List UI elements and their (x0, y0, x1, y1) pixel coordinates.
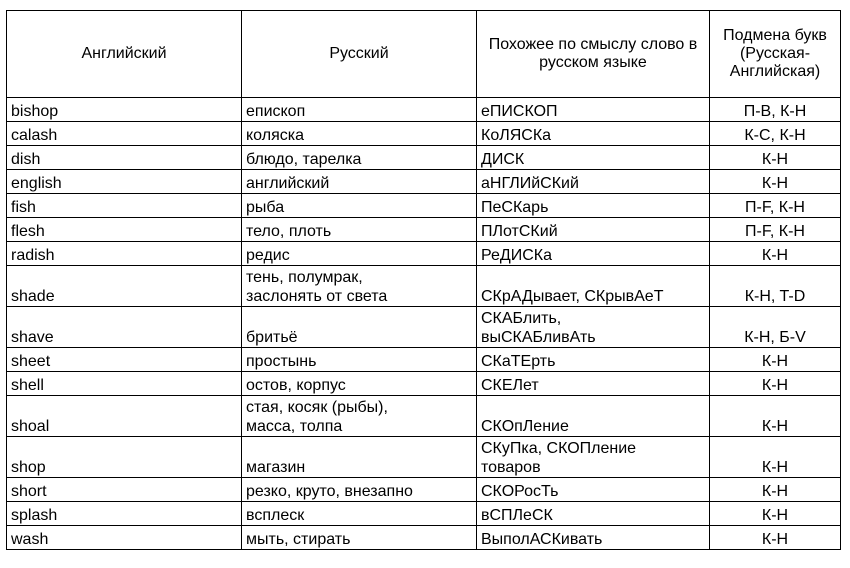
word-comparison-table (6, 10, 841, 550)
table-row (7, 266, 841, 307)
cell-letter-substitution: К-H (710, 478, 841, 502)
cell-letter-substitution: К-H (710, 437, 841, 478)
table-row (7, 502, 841, 526)
cell-english: english (7, 170, 242, 194)
header-letter-substitution: Подмена букв (Русская-Английская) (710, 11, 841, 98)
table-row (7, 372, 841, 396)
table-row (7, 526, 841, 550)
header-russian: Русский (242, 11, 477, 98)
cell-english: flesh (7, 218, 242, 242)
cell-english: splash (7, 502, 242, 526)
cell-english: bishop (7, 98, 242, 122)
table-row (7, 396, 841, 437)
cell-similar-word: СКуПка, СКОПление товаров (477, 437, 710, 478)
table-row (7, 194, 841, 218)
cell-russian: магазин (242, 437, 477, 478)
cell-letter-substitution: К-H (710, 170, 841, 194)
cell-english: sheet (7, 348, 242, 372)
cell-letter-substitution: К-H (710, 242, 841, 266)
cell-similar-word: КоЛЯСКа (477, 122, 710, 146)
table-row (7, 146, 841, 170)
cell-russian: тень, полумрак, заслонять от света (242, 266, 477, 307)
cell-russian: резко, круто, внезапно (242, 478, 477, 502)
cell-letter-substitution: П-B, К-H (710, 98, 841, 122)
cell-english: wash (7, 526, 242, 550)
cell-letter-substitution: К-H (710, 396, 841, 437)
cell-russian: бритьё (242, 307, 477, 348)
cell-similar-word: ПеСКарь (477, 194, 710, 218)
table-row (7, 348, 841, 372)
table-body (7, 98, 841, 550)
cell-similar-word: РеДИСКа (477, 242, 710, 266)
cell-russian: блюдо, тарелка (242, 146, 477, 170)
cell-similar-word: вСПЛеСК (477, 502, 710, 526)
table-row (7, 98, 841, 122)
cell-letter-substitution: К-H, T-D (710, 266, 841, 307)
cell-similar-word: СКрАДывает, СКрывАеТ (477, 266, 710, 307)
table-row (7, 170, 841, 194)
cell-russian: рыба (242, 194, 477, 218)
cell-russian: мыть, стирать (242, 526, 477, 550)
table-row (7, 307, 841, 348)
cell-similar-word: ПЛотСКий (477, 218, 710, 242)
cell-english: radish (7, 242, 242, 266)
cell-english: shade (7, 266, 242, 307)
table-row (7, 242, 841, 266)
cell-letter-substitution: К-H (710, 526, 841, 550)
table-header-row (7, 11, 841, 98)
table-row (7, 478, 841, 502)
table-row (7, 437, 841, 478)
table-row (7, 218, 841, 242)
cell-similar-word: ДИСК (477, 146, 710, 170)
cell-letter-substitution: К-C, К-H (710, 122, 841, 146)
cell-english: fish (7, 194, 242, 218)
cell-similar-word: СКАБлить, выСКАБливАть (477, 307, 710, 348)
cell-letter-substitution: К-H (710, 348, 841, 372)
cell-russian: редис (242, 242, 477, 266)
cell-russian: тело, плоть (242, 218, 477, 242)
cell-russian: коляска (242, 122, 477, 146)
cell-letter-substitution: П-F, К-H (710, 194, 841, 218)
cell-similar-word: СКОРосТь (477, 478, 710, 502)
cell-similar-word: еПИСКОП (477, 98, 710, 122)
cell-english: shave (7, 307, 242, 348)
cell-letter-substitution: П-F, К-H (710, 218, 841, 242)
cell-similar-word: СКЕЛет (477, 372, 710, 396)
cell-letter-substitution: К-H, Б-V (710, 307, 841, 348)
cell-english: calash (7, 122, 242, 146)
cell-letter-substitution: К-H (710, 146, 841, 170)
cell-letter-substitution: К-H (710, 502, 841, 526)
cell-english: shop (7, 437, 242, 478)
cell-russian: остов, корпус (242, 372, 477, 396)
cell-russian: епископ (242, 98, 477, 122)
cell-similar-word: аНГЛИйСКий (477, 170, 710, 194)
cell-similar-word: ВыполАСКивать (477, 526, 710, 550)
cell-similar-word: СКОпЛение (477, 396, 710, 437)
cell-russian: всплеск (242, 502, 477, 526)
header-similar-word: Похожее по смыслу слово в русском языке (477, 11, 710, 98)
cell-letter-substitution: К-H (710, 372, 841, 396)
cell-english: shell (7, 372, 242, 396)
cell-russian: английский (242, 170, 477, 194)
header-english: Английский (7, 11, 242, 98)
cell-english: shoal (7, 396, 242, 437)
cell-russian: стая, косяк (рыбы), масса, толпа (242, 396, 477, 437)
cell-similar-word: СКаТЕрть (477, 348, 710, 372)
cell-russian: простынь (242, 348, 477, 372)
cell-english: dish (7, 146, 242, 170)
cell-english: short (7, 478, 242, 502)
table-row (7, 122, 841, 146)
